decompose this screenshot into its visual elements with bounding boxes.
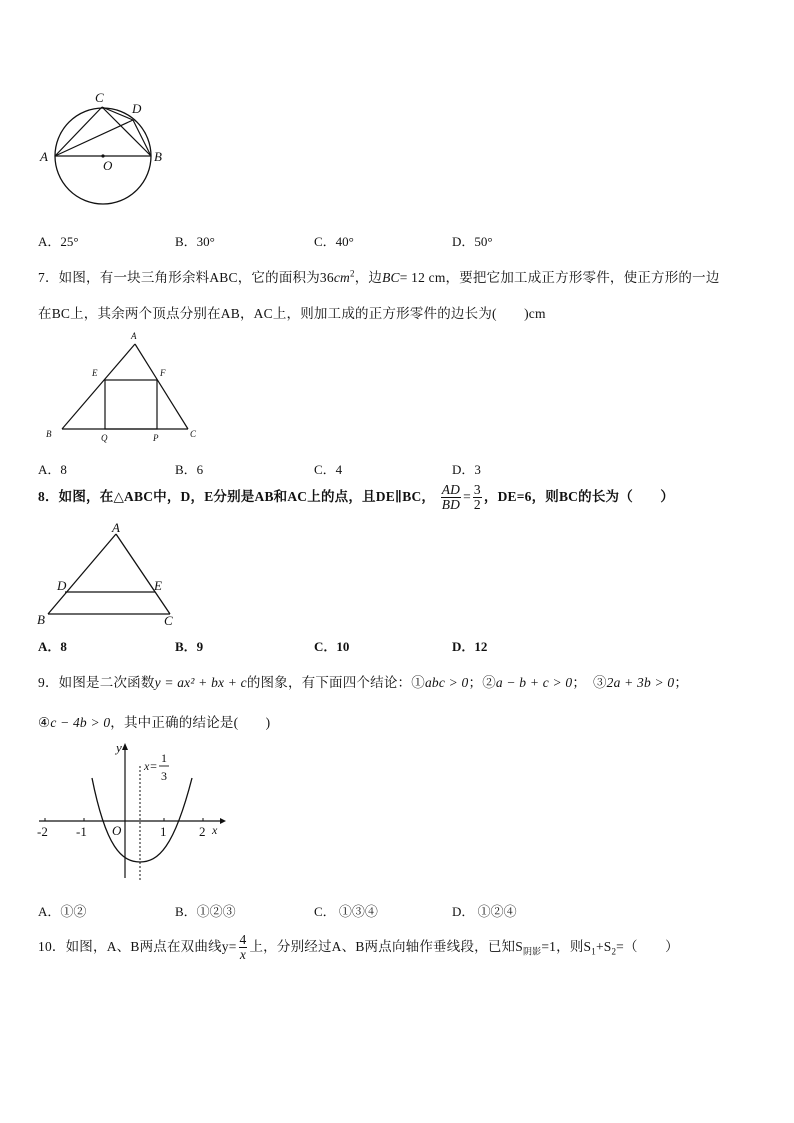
parabola-curve [92, 778, 192, 862]
q9-sep-3: ； [674, 675, 689, 690]
q9-text-b: 的图象，有下面四个结论： [246, 675, 412, 690]
label-a: A [112, 520, 120, 535]
square-efpq [105, 380, 157, 429]
q9-line1 [38, 671, 688, 691]
q7-unit: cm [333, 270, 350, 285]
label-d: D [132, 101, 142, 116]
q10-sub-2: 2 [611, 946, 617, 957]
label-e: E [92, 368, 98, 378]
label-o: O [103, 158, 113, 173]
q9-circle-4: ④ [38, 715, 51, 730]
x-label: x [212, 823, 218, 837]
q6-option-b[interactable]: B．30° [175, 234, 215, 249]
side-ac [135, 344, 188, 429]
q8-eq: = [463, 488, 471, 504]
q8-text-b: ，DE=6，则BC的长为（ ） [483, 488, 675, 504]
q8-fraction-ad-bd [441, 483, 461, 512]
q8-frac-num: AD [441, 482, 461, 497]
label-c: C [164, 613, 173, 628]
side-ac [116, 534, 170, 614]
q10-sub-shaded: 阴影 [522, 946, 542, 957]
q8-option-a[interactable]: A．8 [38, 639, 67, 654]
q10-number: 10． [38, 938, 66, 954]
q7-option-a[interactable]: A．8 [38, 462, 67, 477]
q10-plus: +S [595, 938, 612, 954]
q9-circle-1: ① [411, 675, 425, 690]
q7-line2: 在BC上，其余两个顶点分别在AB，AC上，则加工成的正方形零件的边长为( )cm [38, 306, 546, 321]
x-axis-arrow-icon [220, 818, 226, 824]
q9-expr-4: c − 4b > 0 [50, 715, 111, 730]
q9-expr-1: abc > 0 [424, 675, 469, 690]
q9-sep-2: ； [572, 675, 593, 690]
symmetry-label: x= [144, 759, 158, 773]
q9-option-d[interactable]: D． ①②④ [452, 904, 517, 919]
y-axis-arrow-icon [122, 743, 128, 750]
q10-fraction [239, 933, 248, 962]
q9-option-c[interactable]: C． ①③④ [314, 904, 378, 919]
q7-text-c: cm，要把它加工成正方形零件，使正方形的一边 [425, 270, 720, 285]
tick-label-1: 1 [160, 824, 167, 839]
triangle-de-bc-figure [34, 520, 179, 628]
q8-text-a: 如图，在△ABC中，D，E分别是AB和AC上的点，且DE∥BC， [58, 488, 436, 504]
q9-option-a[interactable]: A．①② [38, 904, 87, 919]
q10-text-b: 上，分别经过A、B两点向轴作垂线段，已知S [249, 938, 523, 954]
label-e: E [154, 578, 162, 593]
label-q: Q [101, 433, 108, 443]
symmetry-num: 1 [161, 751, 167, 765]
label-b: B [46, 429, 52, 439]
triangle-square-figure [40, 328, 210, 446]
q9-expr-2: a − b + c > 0 [495, 675, 573, 690]
q9-text-c: ，其中正确的结论是( ) [110, 715, 271, 730]
q10-text-a: 如图，A、B两点在双曲线y= [65, 938, 237, 954]
q8-option-c[interactable]: C．10 [314, 639, 350, 654]
q8-val-num: 3 [473, 482, 481, 497]
tick-label-m2: -2 [37, 824, 48, 839]
tick-label-m1: -1 [76, 824, 87, 839]
q10-frac-den: x [239, 947, 247, 963]
q9-sep-1: ； [468, 675, 483, 690]
q6-option-a[interactable]: A．25° [38, 234, 79, 249]
label-f: F [160, 368, 166, 378]
q9-expr-3: 2a + 3b > 0 [606, 675, 675, 690]
label-b: B [37, 612, 45, 627]
q6-option-d[interactable]: D．50° [452, 234, 493, 249]
q8-fraction-value [473, 483, 482, 512]
q7-text-b: ，边 [354, 270, 383, 285]
symmetry-den: 3 [161, 769, 167, 783]
q8-val-den: 2 [473, 497, 481, 513]
side-ab [62, 344, 135, 429]
tick-label-2: 2 [199, 824, 206, 839]
q7-option-d[interactable]: D．3 [452, 462, 481, 477]
q8-option-d[interactable]: D．12 [452, 639, 488, 654]
q9-text-a: 如图是二次函数 [58, 675, 155, 690]
segment-db [133, 120, 151, 156]
label-c: C [95, 90, 104, 105]
q8-option-b[interactable]: B．9 [175, 639, 204, 654]
q10-line [38, 933, 679, 962]
q7-text-a: 如图，有一块三角形余料ABC，它的面积为36 [58, 270, 334, 285]
q9-circle-2: ② [482, 675, 496, 690]
q8-line [38, 483, 674, 512]
q7-bc: BC [382, 270, 400, 285]
q6-option-c[interactable]: C．40° [314, 234, 354, 249]
label-a: A [40, 149, 48, 164]
q7-eq: = 12 [399, 270, 426, 285]
q10-text-c: =1，则S [541, 938, 592, 954]
label-a: A [131, 331, 137, 341]
q7-line1 [38, 266, 720, 286]
q8-number: 8． [38, 488, 59, 504]
q9-function: y = ax² + bx + c [154, 675, 247, 690]
q7-sup: 2 [349, 268, 355, 279]
q8-frac-den: BD [441, 497, 461, 513]
label-p: P [153, 433, 159, 443]
y-label: y [116, 740, 122, 755]
q10-frac-num: 4 [239, 932, 247, 947]
side-ab [48, 534, 116, 614]
parabola-graph [34, 738, 234, 886]
q9-number: 9． [38, 675, 59, 690]
label-d: D [57, 578, 67, 593]
circle-figure [36, 88, 176, 213]
q10-sub-1: 1 [591, 946, 596, 957]
q7-option-b[interactable]: B．6 [175, 462, 204, 477]
label-b: B [154, 149, 162, 164]
segment-cd [102, 107, 133, 120]
q9-option-b[interactable]: B．①②③ [175, 904, 236, 919]
q7-option-c[interactable]: C．4 [314, 462, 343, 477]
q9-circle-3: ③ [592, 675, 607, 690]
label-c: C [190, 429, 197, 439]
q9-line2 [38, 711, 270, 731]
origin-label: O [112, 823, 122, 838]
q7-number: 7． [38, 270, 59, 285]
q10-text-d: =（ ） [616, 938, 679, 954]
